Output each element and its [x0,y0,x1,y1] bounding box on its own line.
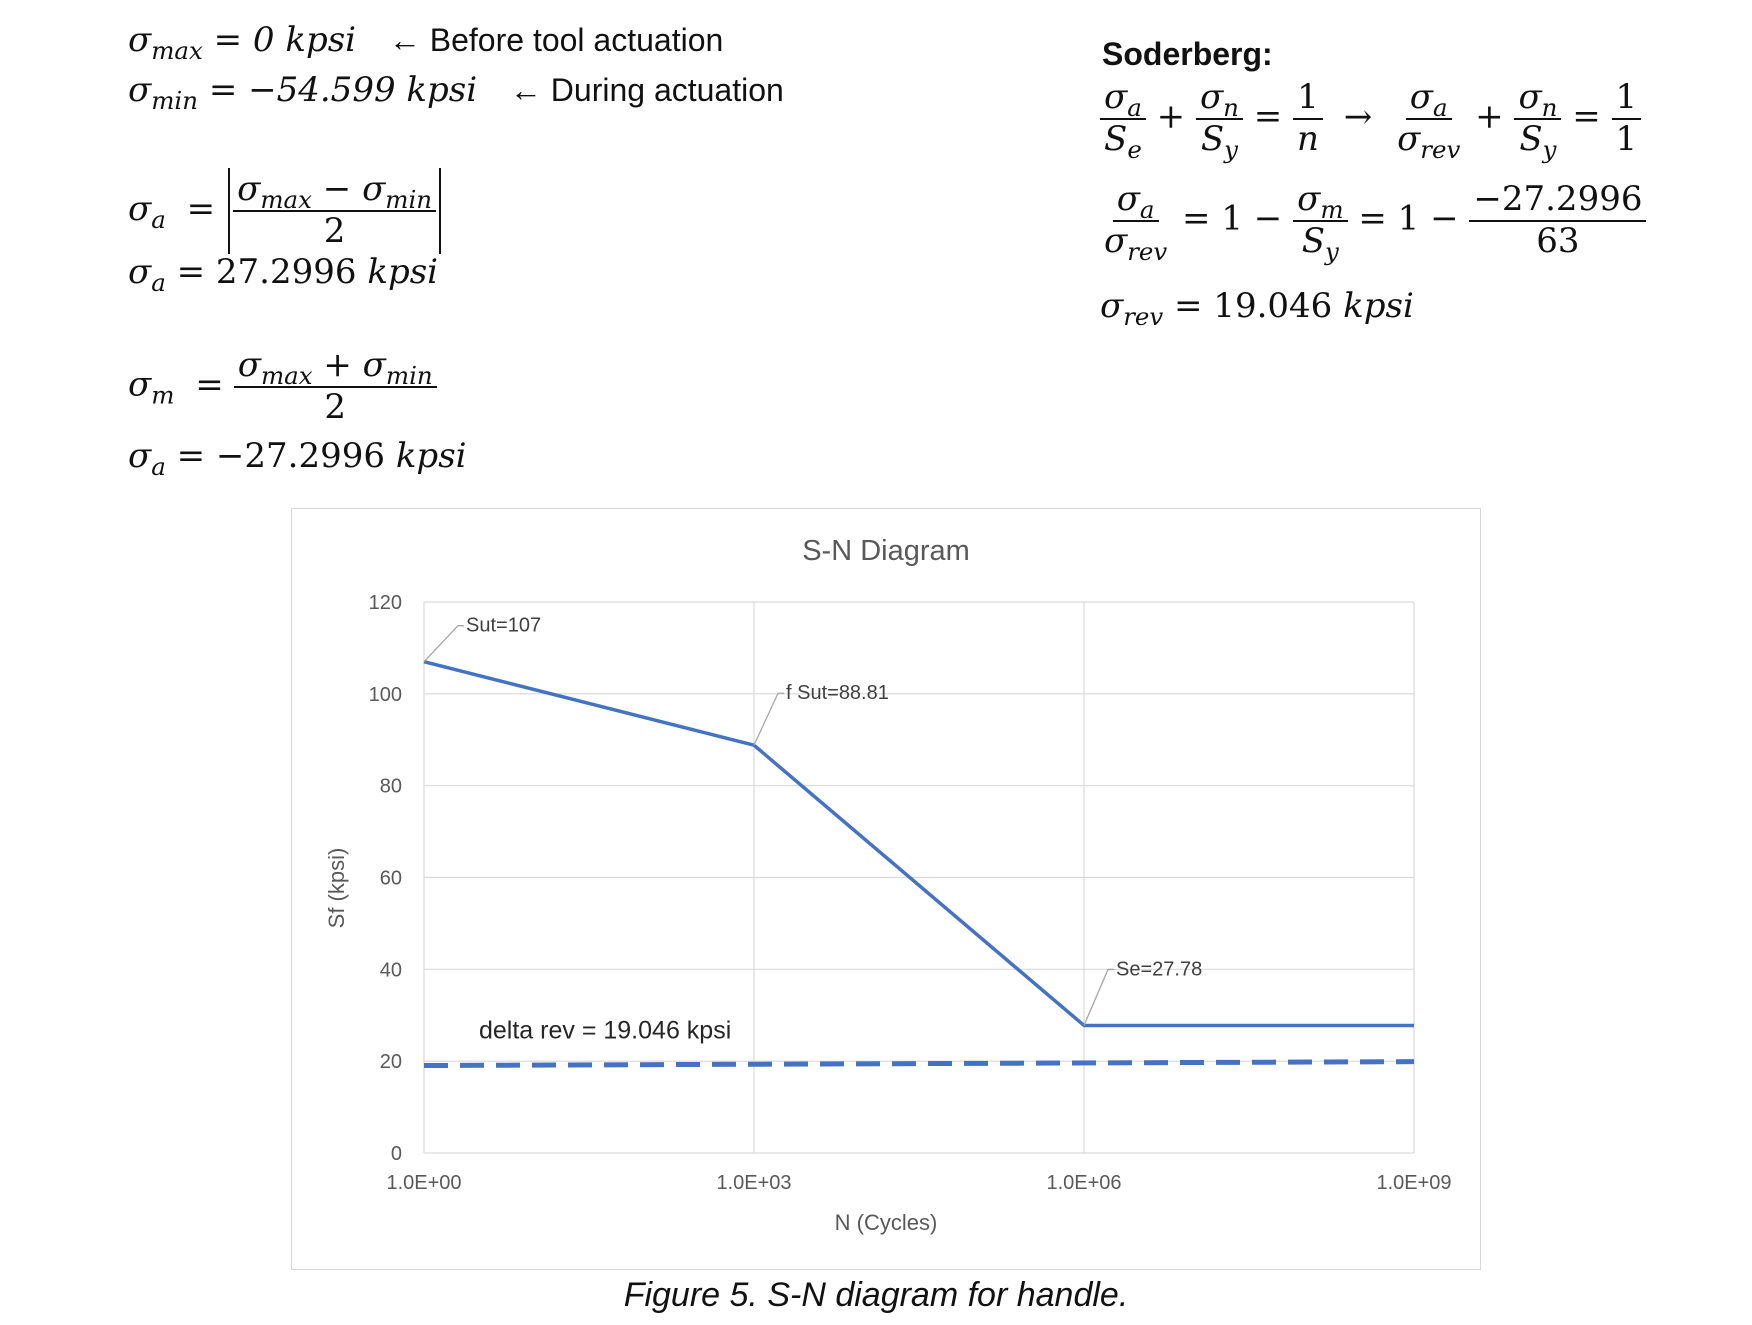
soderberg-eq-3: $\sigma_{rev} = 19.046$ kpsi [1100,286,1414,331]
annotation-label: f Sut=88.81 [786,682,889,705]
y-tick-label: 20 [379,1051,402,1074]
fraction-sigma-m: $\frac{\sigma_{max} + \sigma_{min}}{2}$ [234,348,437,425]
annotation-leader [754,693,784,745]
x-tick-label: 1.0E+06 [1046,1172,1122,1194]
series-sn-curve [424,662,1414,1026]
y-tick-label: 40 [379,959,402,982]
y-tick-label: 100 [368,683,402,706]
eq-sigma-m-value: $\sigma_a = -27.2996$ kpsi [128,436,467,481]
y-tick-label: 60 [379,867,402,890]
eq-sigma-min: $\sigma_{min} = -54.599$ kpsi ← During actuation [128,70,784,115]
annotation-leader [1084,969,1114,1025]
x-tick-label: 1.0E+09 [1376,1172,1452,1194]
x-tick-label: 1.0E+03 [716,1172,792,1194]
soderberg-title: Soderberg: [1102,36,1273,72]
chart-title: S-N Diagram [802,535,970,567]
eq-sigma-a-def: $\sigma_a$ = $\frac{\sigma_{max} - \sigma_{min}}{2}$ [128,168,444,254]
y-axis-label: Sf (kpsi) [324,847,349,929]
eq-sigma-m-def: $\sigma_m$ = $\frac{\sigma_{max} + \sigma_{min}}{2}$ [128,348,437,425]
soderberg-eq-2: $\frac{\sigma_a}{\sigma_{rev}}$ = 1 − $\frac{\sigma_m}{S_y}$ = 1 − $\frac{-27.2996}{63}$ [1100,182,1646,259]
eq-sigma-a-value: $\sigma_a = 27.2996$ kpsi [128,252,439,297]
y-tick-label: 0 [390,1143,402,1165]
annotation-leader [424,626,464,662]
annotation-label: Se=27.78 [1116,958,1203,981]
note-during-actuation: ← During actuation [509,72,784,108]
sn-chart-frame [291,508,1481,1270]
series-delta-rev-line [424,1062,1414,1066]
soderberg-eq-1: $\frac{\sigma_a}{S_e}$ + $\frac{\sigma_n}{S_y}$ = $\frac{1}{n}$ → $\frac{\sigma_a}{\sigma_{rev}}$ + $\frac{\sigma_n}{S_y}$ = $\frac{1}{1}$ [1100,80,1641,157]
x-tick-label: 1.0E+00 [386,1172,462,1194]
figure-caption: Figure 5. S-N diagram for handle. [623,1276,1129,1314]
y-tick-label: 80 [379,775,402,798]
y-tick-label: 120 [368,592,402,614]
eq-sigma-max: $\sigma_{max} = 0$ kpsi ← Before tool actuation [128,20,724,65]
annotation-label: Sut=107 [466,614,542,637]
annotation-label: delta rev = 19.046 kpsi [479,1016,732,1045]
x-axis-label: N (Cycles) [834,1210,938,1235]
fraction-sigma-a: $\frac{\sigma_{max} - \sigma_{min}}{2}$ [233,172,436,249]
note-before-actuation: ← Before tool actuation [388,22,724,58]
sn-diagram-chart [292,509,1480,1269]
